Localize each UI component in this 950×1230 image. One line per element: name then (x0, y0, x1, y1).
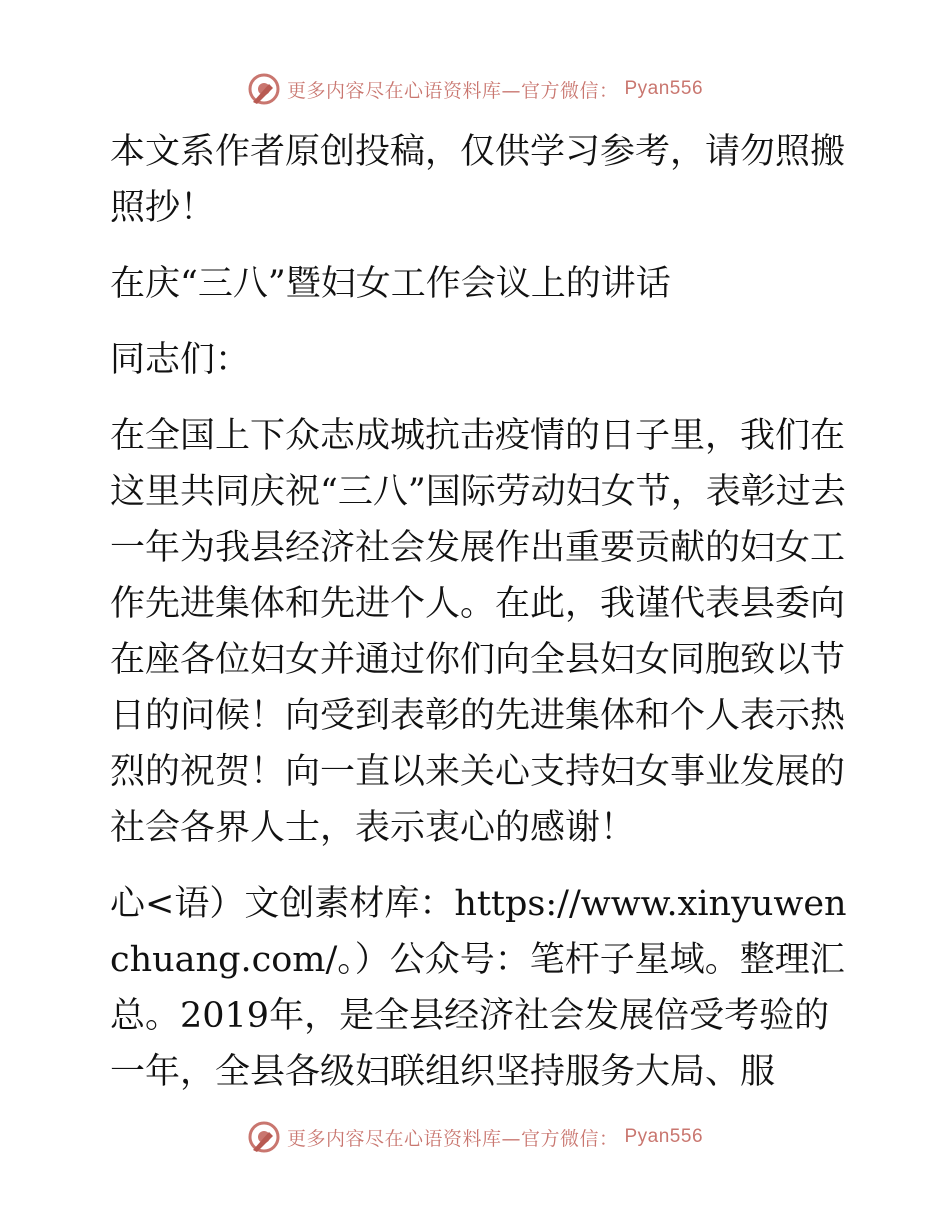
watermark-text: 更多内容尽在心语资料库—官方微信： (286, 1127, 619, 1150)
footer-watermark (0, 1120, 950, 1154)
header-watermark (0, 72, 950, 106)
watermark-account: Pyan556 (624, 1126, 704, 1147)
pen-seal-icon (247, 72, 281, 106)
document-body (98, 124, 858, 1120)
watermark-text: 更多内容尽在心语资料库—官方微信： (286, 79, 619, 102)
body-paragraph: 在全国上下众志成城抗击疫情的日子里，我们在这里共同庆祝“三八”国际劳动妇女节，表彰过去一年为我县经济社会发展作出重要贡献的妇女工作先进集体和先进个人。在此，我谨代表县委向在座各位妇女并通过你们向全县妇女同胞致以节日的问候！向受到表彰的先进集体和个人表示热烈的祝贺！向一直以来关心支持妇女事业发展的社会各界人士，表示衷心的感谢！ (110, 416, 846, 848)
watermark-account: Pyan556 (624, 78, 704, 99)
body-paragraph: 心<语）文创素材库：https://www.xinyuwenchuang.com/。）公众号：笔杆子星域。整理汇总。2019年，是全县经济社会发展倍受考验的一年，全县各级妇联组织坚持服务大局、服 (110, 884, 847, 1092)
notice-paragraph: 本文系作者原创投稿，仅供学习参考，请勿照搬照抄！ (110, 132, 846, 228)
pen-seal-icon (247, 1120, 281, 1154)
speech-title: 在庆“三八”暨妇女工作会议上的讲话 (110, 264, 671, 304)
salutation: 同志们： (110, 340, 251, 380)
